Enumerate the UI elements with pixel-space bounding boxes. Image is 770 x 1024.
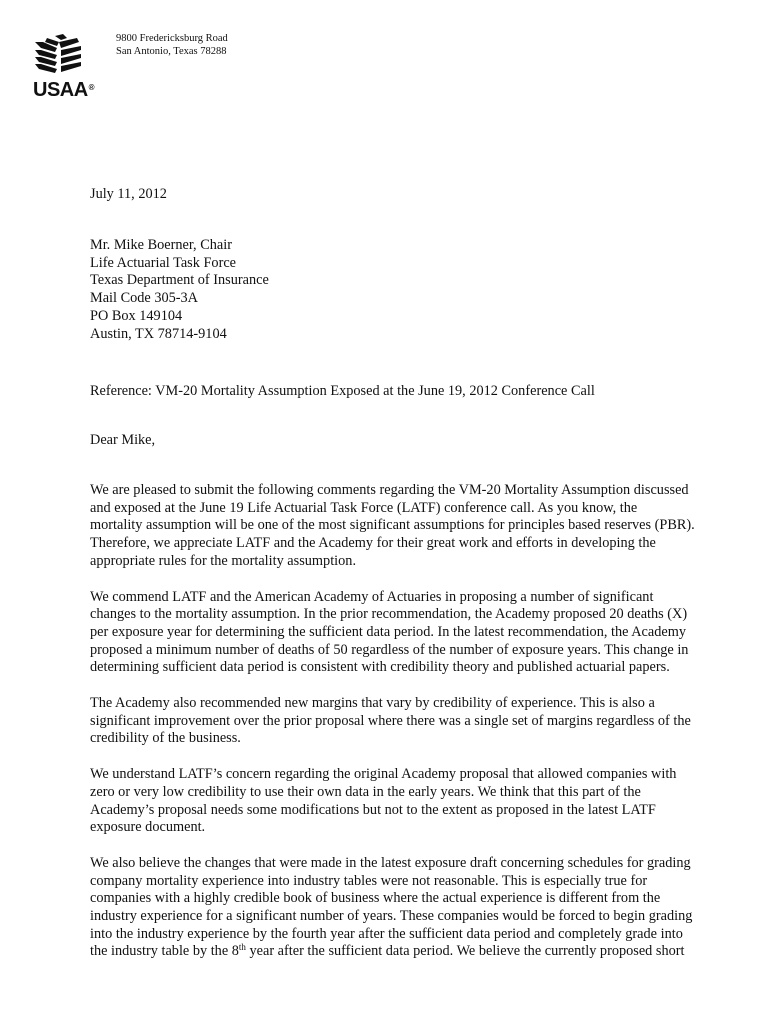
body-line: per exposure year for determining the sufficient data period. In the latest recommendation, the Academy [90, 623, 687, 640]
usaa-eagle-icon [33, 34, 83, 78]
body-line: We also believe the changes that were made in the latest exposure draft concerning schedules for grading [90, 854, 691, 871]
body-line: into the industry experience by the fourth year after the sufficient data period and completely grade into [90, 925, 683, 942]
body-line: The Academy also recommended new margins that vary by credibility of experience. This is also a [90, 695, 655, 712]
letter-date: July 11, 2012 [90, 186, 167, 202]
paragraph-3 [90, 695, 690, 748]
recipient-line: Mr. Mike Boerner, Chair [90, 237, 232, 253]
body-line: proposed a minimum number of deaths of 50 regardless of the number of exposure years. This change in [90, 641, 689, 658]
recipient-address [90, 237, 269, 343]
body-line: zero or very low credibility to use their own data in the early years. We think that this part of the [90, 783, 641, 800]
body-line: mortality assumption will be one of the most significant assumptions for principles based reserves (PBR). [90, 517, 695, 534]
body-line: exposure document. [90, 819, 206, 836]
paragraph-5 [90, 854, 693, 961]
return-address-line: 9800 Fredericksburg Road [116, 33, 228, 44]
body-line: determining sufficient data period is consistent with credibility theory and published actuarial papers. [90, 659, 670, 676]
body-line: significant improvement over the prior proposal where there was a single set of margins regardless of the [90, 712, 691, 729]
ordinal-suffix: th [238, 942, 246, 953]
body-line-last [90, 943, 690, 961]
recipient-line: PO Box 149104 [90, 307, 183, 324]
body-line: We understand LATF’s concern regarding the original Academy proposal that allowed companies with [90, 766, 677, 783]
body-line: We commend LATF and the American Academy of Actuaries in proposing a number of significant [90, 588, 654, 605]
usaa-logo [33, 34, 97, 104]
body-line: We are pleased to submit the following comments regarding the VM-20 Mortality Assumption discussed [90, 482, 689, 498]
body-line: changes to the mortality assumption. In the prior recommendation, the Academy proposed 20 deaths (X) [90, 606, 688, 623]
paragraph-4 [90, 766, 690, 837]
return-address-line: San Antonio, Texas 78288 [116, 46, 227, 57]
body-line: credibility of the business. [90, 730, 241, 747]
salutation: Dear Mike, [90, 432, 156, 448]
paragraph-2 [90, 589, 690, 678]
body-line: Therefore, we appreciate LATF and the Academy for their great work and efforts in developing the [90, 535, 656, 552]
paragraph-1 [90, 482, 695, 571]
last-line-start: the industry table by the 8 [90, 943, 239, 960]
letter-body [90, 482, 695, 979]
body-line: industry experience for a significant number of years. These companies would be forced to begin grading [90, 908, 693, 925]
reference-line: Reference: VM-20 Mortality Assumption Exposed at the June 19, 2012 Conference Call [90, 383, 595, 399]
body-line: and exposed at the June 19 Life Actuarial Task Force (LATF) conference call. As you know, the [90, 499, 638, 516]
body-line: Academy’s proposal needs some modifications but not to the extent as proposed in the latest LATF [90, 801, 656, 818]
last-line-end: year after the sufficient data period. We believe the currently proposed short [245, 943, 685, 960]
recipient-line: Austin, TX 78714-9104 [90, 325, 227, 342]
body-line: company mortality experience into industry tables were not reasonable. This is especially true for [90, 872, 648, 889]
recipient-line: Life Actuarial Task Force [90, 254, 237, 271]
recipient-line: Texas Department of Insurance [90, 272, 269, 289]
body-line: companies with a highly credible book of business where the actual experience is different from the [90, 890, 661, 907]
recipient-line: Mail Code 305-3A [90, 290, 199, 307]
return-address [116, 32, 228, 58]
body-line: appropriate rules for the mortality assumption. [90, 552, 357, 569]
usaa-wordmark: USAA® [33, 79, 95, 101]
